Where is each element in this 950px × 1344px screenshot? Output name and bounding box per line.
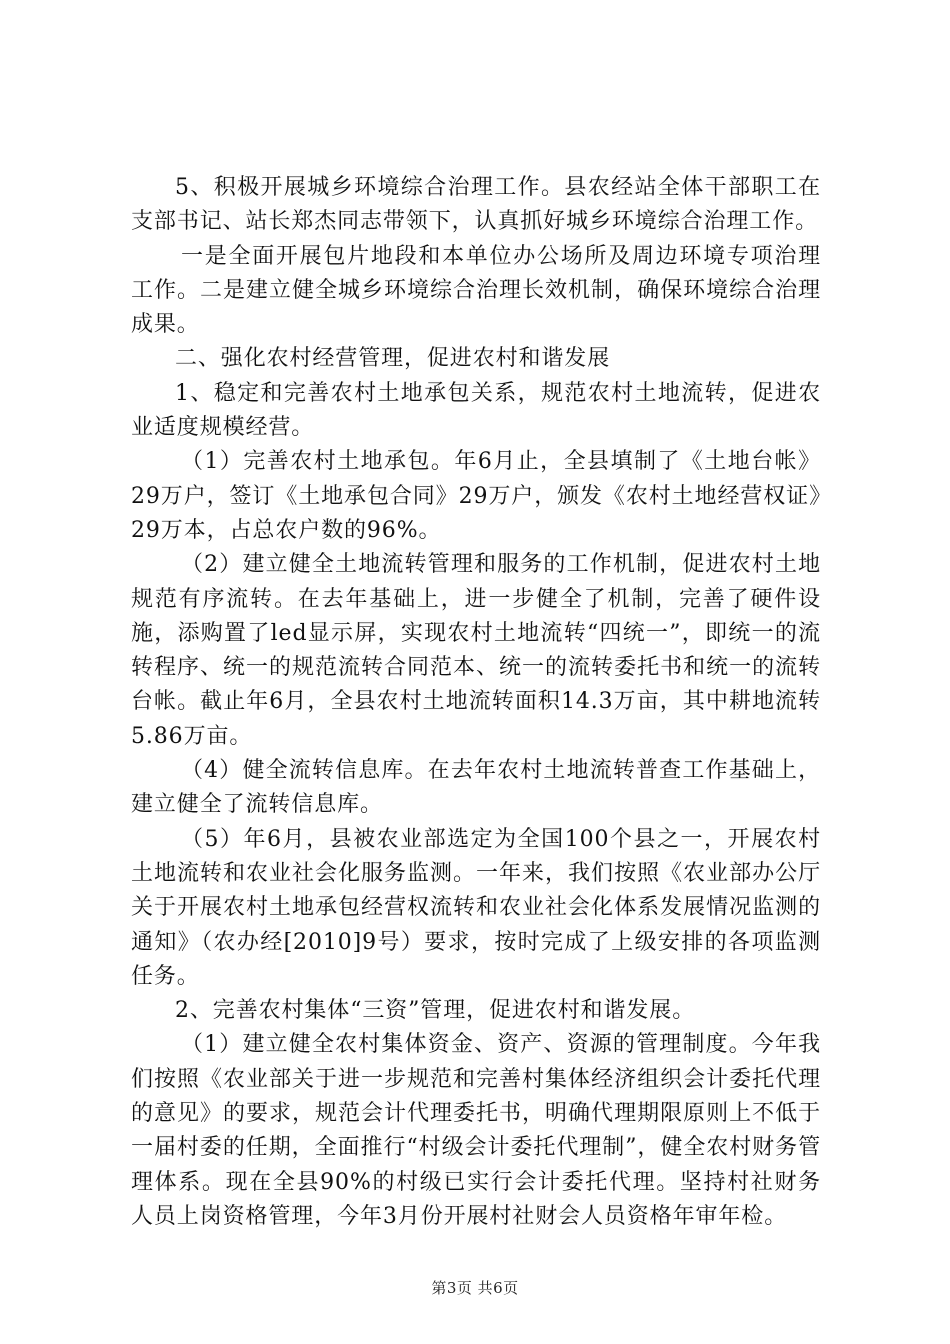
paragraph-item-1-management-system: （1）建立健全农村集体资金、资产、资源的管理制度。今年我们按照《农业部关于进一步规范和完善村集体经济组织会计委托代理的意见》的要求，规范会计代理委托书，明确代理期限原则上不低于一届村委的任期，全面推行“村级会计委托代理制”，健全农村财务管理体系。现在全县90%的村级已实行会计委托代理。坚持村社财务人员上岗资格管理，今年3月份开展村社财会人员资格年审年检。	[131, 1032, 821, 1229]
page-footer: 第3页 共6页	[431, 1279, 519, 1297]
paragraph-env-measures: 一是全面开展包片地段和本单位办公场所及周边环境专项治理工作。二是建立健全城乡环境综合治理长效机制，确保环境综合治理成果。	[131, 243, 821, 338]
paragraph-env-governance: 5、积极开展城乡环境综合治理工作。县农经站全体干部职工在支部书记、站长郑杰同志带领下，认真抓好城乡环境综合治理工作。	[131, 175, 821, 235]
paragraph-item-2-land-transfer: （2）建立健全土地流转管理和服务的工作机制，促进农村土地规范有序流转。在去年基础上，进一步健全了机制，完善了硬件设施，添购置了led显示屏，实现农村土地流转“四统一”，即统一的流转程序、统一的规范流转合同范本、统一的流转委托书和统一的流转台帐。截止年6月，全县农村土地流转面积14.3万亩，其中耕地流转5.86万亩。	[131, 552, 821, 749]
paragraph-item-4-info-database: （4）健全流转信息库。在去年农村土地流转普查工作基础上，建立健全了流转信息库。	[131, 758, 821, 818]
paragraph-three-assets: 2、完善农村集体“三资”管理，促进农村和谐发展。	[175, 998, 696, 1024]
document-body	[131, 171, 821, 1234]
section-heading-rural-management: 二、强化农村经营管理，促进农村和谐发展	[175, 346, 611, 372]
paragraph-item-5-monitoring: （5）年6月，县被农业部选定为全国100个县之一，开展农村土地流转和农业社会化服务监测。一年来，我们按照《农业部办公厅关于开展农村土地承包经营权流转和农业社会化体系发展情况监测的通知》（农办经[2010]9号）要求，按时完成了上级安排的各项监测任务。	[131, 826, 821, 989]
paragraph-item-1-land-contract: （1）完善农村土地承包。年6月止，全县填制了《土地台帐》29万户，签订《土地承包合同》29万户，颁发《农村土地经营权证》29万本，占总农户数的96%。	[131, 449, 821, 543]
paragraph-land-contract: 1、稳定和完善农村土地承包关系，规范农村土地流转，促进农业适度规模经营。	[131, 380, 821, 441]
